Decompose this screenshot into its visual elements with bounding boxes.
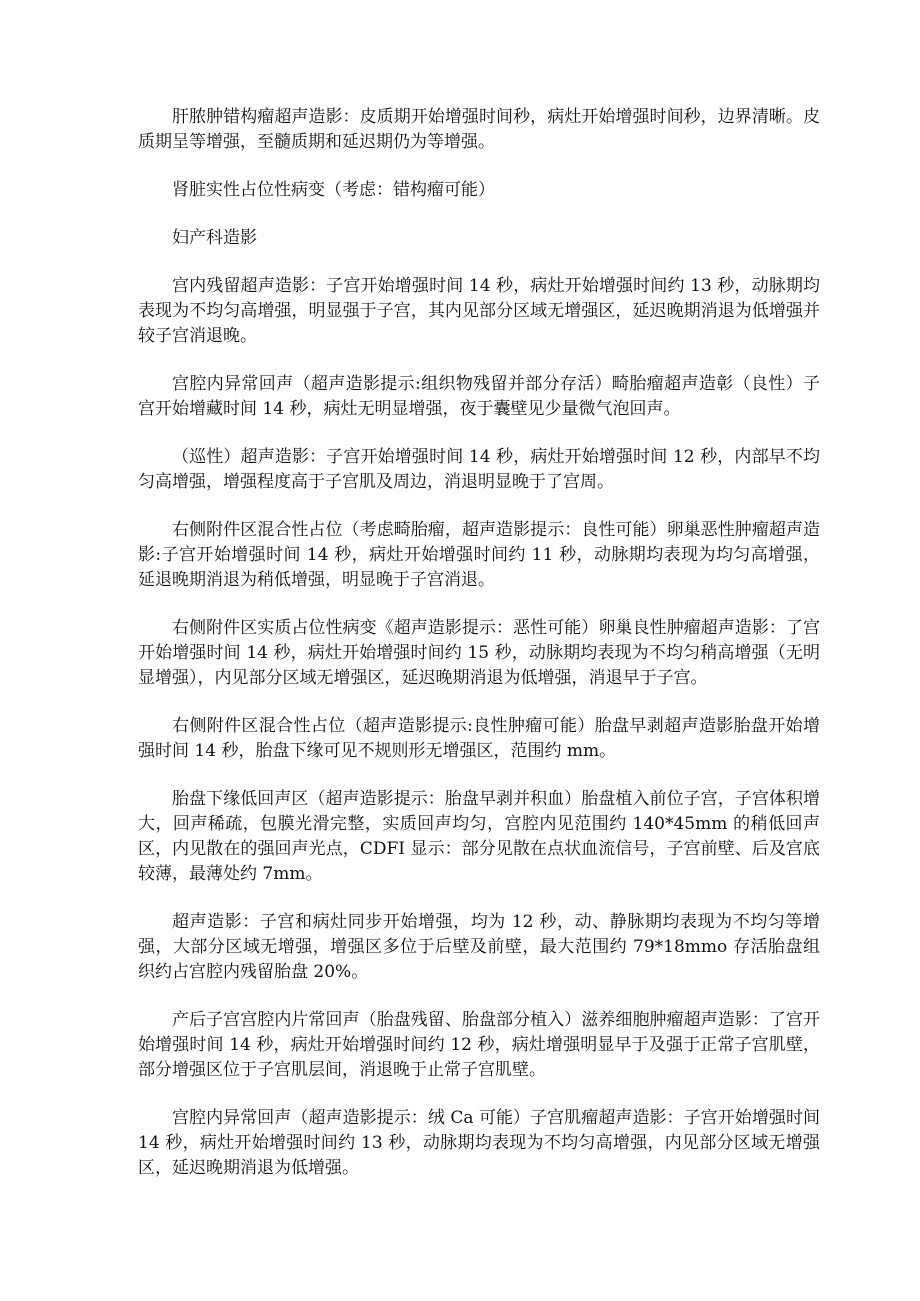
paragraph: （巡性）超声造影：子宫开始增强时间 14 秒，病灶开始增强时间 12 秒，内部早不均匀高增强，增强程度高于子宫肌及周边，消退明显晚于了宫周。 — [138, 447, 820, 492]
paragraph: 右侧附件区实质占位性病变《超声造影提示：恶性可能）卵巢良性肿瘤超声造影：了宫开始增强时间 14 秒，病灶开始增强时间约 15 秒，动脉期均表现为不均匀稍高增强（无明显增强），内见部分区域无增强区，延迟晚期消退为低增强，消退早于子宫。 — [138, 618, 820, 688]
paragraph: 右侧附件区混合性占位（考虑畸胎瘤，超声造影提示：良性可能）卵巢恶性肿瘤超声造影:子宫开始增强时间 14 秒，病灶开始增强时间约 11 秒，动脉期均表现为均匀高增强，延退晚期消退为稍低增强，明显晚于子宫消退。 — [138, 520, 820, 590]
paragraph: 胎盘下缘低回声区（超声造影提示：胎盘早剥并积血）胎盘植入前位子宫，子宫体积增大，回声稀疏，包膜光滑完整，实质回声均匀，宫腔内见范围约 140*45mm 的稍低回声区，内见散在的强回声光点，CDFI 显示：部分见散在点状血流信号，子宫前壁、后及宫底较薄，最薄处约 7mm。 — [138, 789, 820, 884]
paragraph: 宫腔内异常回声（超声造影提示：绒 Ca 可能）子宫肌瘤超声造影：子宫开始增强时间 14 秒，病灶开始增强时间约 13 秒，动脉期均表现为不均匀高增强，内见部分区域无增强区，延迟晚期消退为低增强。 — [138, 1108, 820, 1178]
paragraph: 右侧附件区混合性占位（超声造影提示:良性肿瘤可能）胎盘早剥超声造影胎盘开始增强时间 14 秒，胎盘下缘可见不规则形无增强区，范围约 mm。 — [138, 716, 820, 761]
paragraph: 宫腔内异常回声（超声造影提示:组织物残留并部分存活）畸胎瘤超声造彰（良性）子宫开始增藏时间 14 秒，病灶无明显增强，夜于囊壁见少量微气泡回声。 — [138, 374, 820, 419]
paragraph: 产后子宫宫腔内片常回声（胎盘残留、胎盘部分植入）滋养细胞肿瘤超声造影：了宫开始增强时间 14 秒，病灶开始增强时间约 12 秒，病灶增强明显早于及强于正常子宫肌壁，部分增强区位于子宫肌层间，消退晚于止常子宫肌壁。 — [138, 1010, 820, 1080]
paragraph: 妇产科造影 — [172, 228, 257, 248]
paragraph: 宫内残留超声造影：子宫开始增强时间 14 秒，病灶开始增强时间约 13 秒，动脉期均表现为不均匀高增强，明显强于子宫，其内见部分区域无增强区，延迟晚期消退为低增强并较子宫消退晚。 — [138, 276, 820, 346]
paragraph: 超声造影：子宫和病灶同步开始增强，均为 12 秒，动、静脉期均表现为不均匀等增强，大部分区域无增强，增强区多位于后壁及前壁，最大范围约 79*18mmo 存活胎盘组织约占宫腔内残留胎盘 20%。 — [138, 912, 820, 982]
paragraph: 肾脏实性占位性病变（考虑：错构瘤可能） — [172, 180, 495, 200]
paragraph: 肝脓肿错构瘤超声造影：皮质期开始增强时间秒，病灶开始增强时间秒，边界清晰。皮质期呈等增强，至髓质期和延迟期仍为等增强。 — [138, 107, 820, 152]
